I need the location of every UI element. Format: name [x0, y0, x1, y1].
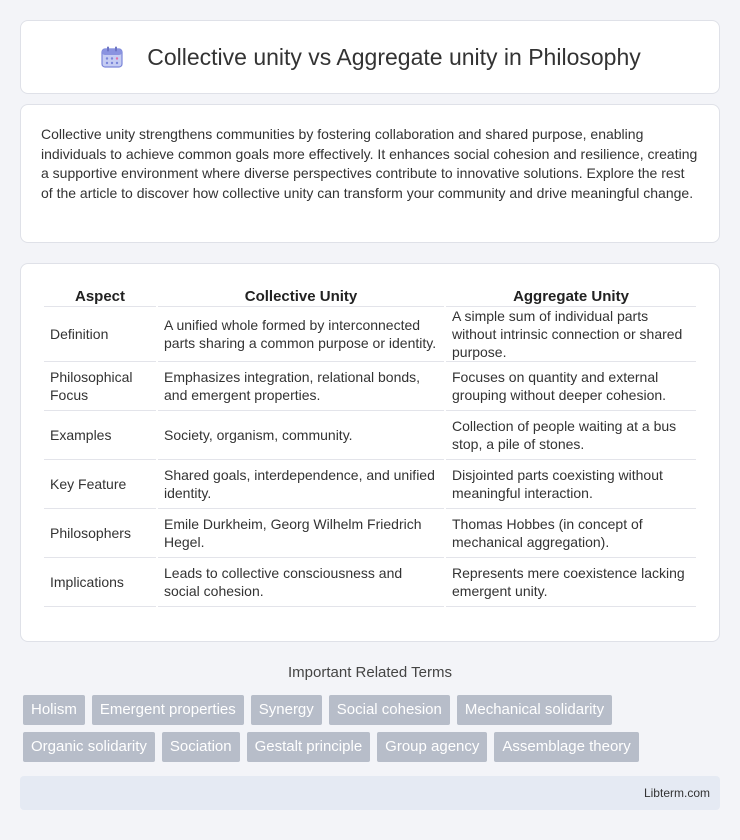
tag-gestalt-principle[interactable]: Gestalt principle [247, 732, 371, 762]
tag-mechanical-solidarity[interactable]: Mechanical solidarity [457, 695, 612, 725]
cell-aggregate: Thomas Hobbes (in concept of mechanical aggregation). [446, 509, 696, 558]
cell-aggregate: Disjointed parts coexisting without meaningful interaction. [446, 460, 696, 509]
tag-holism[interactable]: Holism [23, 695, 85, 725]
table-row [44, 558, 696, 607]
related-terms [23, 695, 723, 769]
cell-collective: Society, organism, community. [158, 411, 444, 460]
title-wrap [99, 44, 641, 71]
cell-aspect: Key Feature [44, 460, 156, 509]
cell-aspect: Definition [44, 307, 156, 362]
footer-link[interactable]: Libterm.com [643, 786, 710, 800]
cell-collective: Emphasizes integration, relational bonds, and emergent properties. [158, 362, 444, 411]
tag-group-agency[interactable]: Group agency [377, 732, 487, 762]
table-row [44, 411, 696, 460]
table-header-row [44, 284, 696, 307]
tag-sociation[interactable]: Sociation [162, 732, 240, 762]
cell-aggregate: Represents mere coexistence lacking emergent unity. [446, 558, 696, 607]
tag-emergent-properties[interactable]: Emergent properties [92, 695, 244, 725]
cell-collective: Shared goals, interdependence, and unified identity. [158, 460, 444, 509]
header-aggregate-unity: Aggregate Unity [446, 284, 696, 307]
calendar-icon [99, 44, 125, 70]
tag-row [23, 695, 723, 725]
table-row [44, 460, 696, 509]
cell-aggregate: Collection of people waiting at a bus stop, a pile of stones. [446, 411, 696, 460]
cell-aspect: Philosophers [44, 509, 156, 558]
page-title: Collective unity vs Aggregate unity in Philosophy [147, 43, 641, 70]
cell-aspect: Examples [44, 411, 156, 460]
table-row [44, 307, 696, 362]
header-collective-unity: Collective Unity [158, 284, 444, 307]
table-row [44, 509, 696, 558]
cell-collective: Leads to collective consciousness and social cohesion. [158, 558, 444, 607]
comparison-card [20, 263, 720, 642]
related-terms-title: Important Related Terms [288, 664, 452, 681]
header-aspect: Aspect [44, 284, 156, 307]
tag-row [23, 732, 723, 762]
cell-collective: Emile Durkheim, Georg Wilhelm Friedrich Hegel. [158, 509, 444, 558]
tag-social-cohesion[interactable]: Social cohesion [329, 695, 450, 725]
footer [20, 776, 720, 810]
tag-synergy[interactable]: Synergy [251, 695, 322, 725]
cell-aspect: Implications [44, 558, 156, 607]
tag-organic-solidarity[interactable]: Organic solidarity [23, 732, 155, 762]
intro-card [20, 104, 720, 243]
cell-collective: A unified whole formed by interconnected parts sharing a common purpose or identity. [158, 307, 444, 362]
table-row [44, 362, 696, 411]
comparison-table [42, 284, 698, 607]
tag-assemblage-theory[interactable]: Assemblage theory [494, 732, 638, 762]
cell-aggregate: A simple sum of individual parts without intrinsic connection or shared purpose. [446, 307, 696, 362]
cell-aspect: Philosophical Focus [44, 362, 156, 411]
title-card [20, 20, 720, 94]
cell-aggregate: Focuses on quantity and external grouping without deeper cohesion. [446, 362, 696, 411]
intro-text: Collective unity strengthens communities by fostering collaboration and shared purpose, enabling individuals to achieve common goals more effectively. It enhances social cohesion and resilience, creating a supportive environment where diverse perspectives contribute to innovative solutions. Explore the rest of the article to discover how collective unity can transform your community and drive meaningful change. [41, 126, 698, 201]
